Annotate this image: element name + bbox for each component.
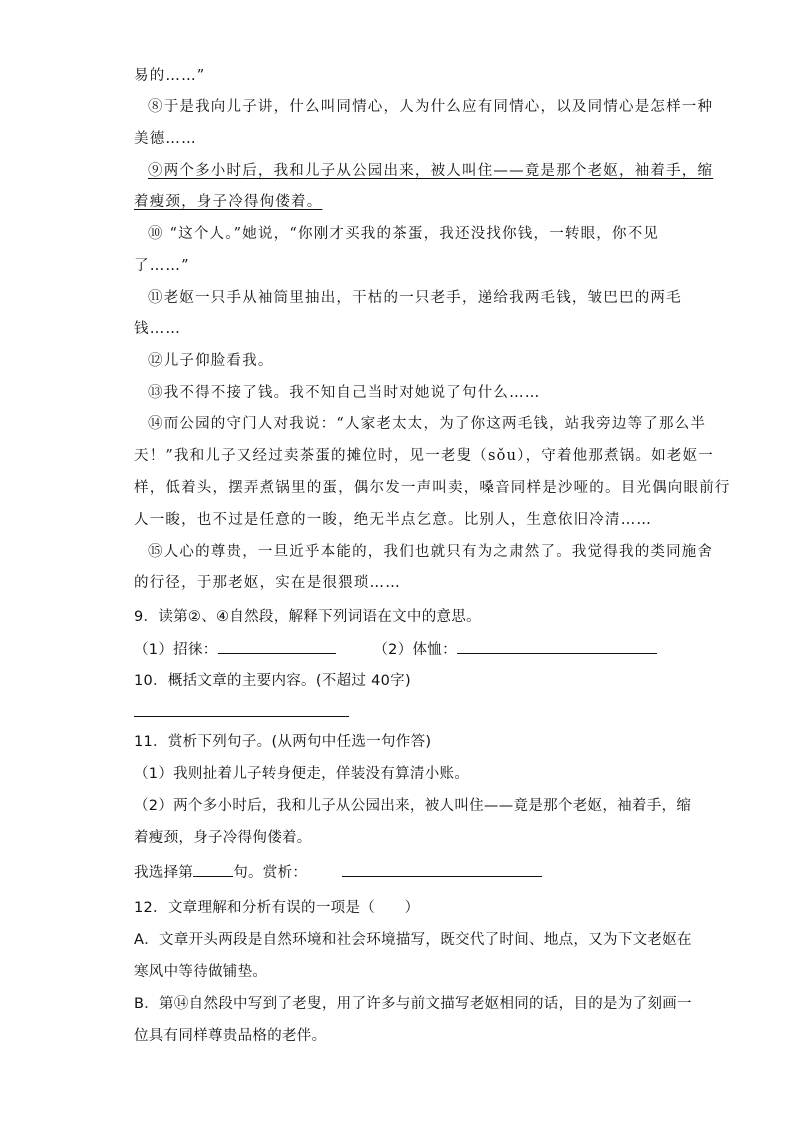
- paragraph-14-line-1: ⑭而公园的守门人对我说：“人家老太太，为了你这两毛钱，站我旁边等了那么半: [148, 416, 707, 432]
- question-11-option-2-line-2: 着瘦颈，身子冷得佝偻着。: [134, 830, 312, 846]
- question-12-option-a-line-2: 寒风中等待做铺垫。: [134, 964, 268, 980]
- question-12: 12．文章理解和分析有误的一项是（ ）: [134, 900, 420, 916]
- paragraph-8-line-1: ⑧于是我向儿子讲，什么叫同情心，人为什么应有同情心，以及同情心是怎样一种: [148, 99, 714, 115]
- question-9-item-2-label: （2）体恤：: [373, 642, 457, 658]
- choose-suffix: 句。赏析：: [233, 865, 308, 881]
- paragraph-14-line-3: 样，低着头，摆弄煮锅里的蛋，偶尔发一声叫卖，嗓音同样是沙哑的。目光偶向眼前行: [134, 480, 731, 496]
- question-12-option-b-line-1: B．第⑭自然段中写到了老叟，用了许多与前文描写老妪相同的话，目的是为了刻画一: [134, 996, 692, 1012]
- answer-blank-10[interactable]: [134, 716, 349, 717]
- question-9-item-1-label: （1）招徕：: [134, 642, 218, 658]
- question-11-option-1: （1）我则扯着儿子转身便走，佯装没有算清小账。: [134, 766, 470, 782]
- question-11-answer-row: [134, 862, 664, 883]
- question-12-option-a-line-1: A．文章开头两段是自然环境和社会环境描写，既交代了时间、地点，又为下文老妪在: [134, 932, 692, 948]
- question-9: 9．读第②、④自然段，解释下列词语在文中的意思。: [134, 609, 481, 625]
- question-9-items: [134, 639, 654, 660]
- paragraph-15-line-1: ⑮人心的尊贵，一旦近乎本能的，我们也就只有为之肃然了。我觉得我的类同施舍: [148, 544, 714, 560]
- paragraph-9-line-2: 着瘦颈，身子冷得佝偻着。: [134, 194, 323, 210]
- answer-blank-11-choice[interactable]: [193, 862, 233, 877]
- paragraph-9-line-1: ⑨两个多小时后，我和儿子从公园出来，被人叫住——竟是那个老妪，袖着手，缩: [148, 163, 714, 179]
- paragraph-8-line-2: 美德……: [134, 131, 197, 147]
- paragraph-10-line-2: 了……”: [134, 258, 190, 274]
- paragraph-11-line-2: 钱……: [134, 321, 182, 337]
- question-10: 10．概括文章的主要内容。(不超过 40字): [134, 673, 411, 689]
- paragraph-13: ⑬我不得不接了钱。我不知自己当时对她说了句什么……: [148, 385, 541, 401]
- paragraph-10-line-1: ⑩ “这个人。”她说，“你刚才买我的茶蛋，我还没找你钱，一转眼，你不见: [148, 226, 660, 242]
- question-11-option-2-line-1: （2）两个多小时后，我和儿子从公园出来，被人叫住——竟是那个老妪，袖着手，缩: [134, 798, 692, 814]
- paragraph-15-line-2: 的行径，于那老妪，实在是很猥琐……: [134, 575, 401, 591]
- question-12-option-b-line-2: 位具有同样尊贵品格的老伴。: [134, 1028, 327, 1044]
- question-11: 11．赏析下列句子。(从两句中任选一句作答): [134, 734, 432, 750]
- answer-blank-11-analysis[interactable]: [342, 862, 542, 877]
- answer-blank-9-2[interactable]: [457, 639, 657, 654]
- choose-prefix: 我选择第: [134, 865, 194, 881]
- paragraph-12: ⑫儿子仰脸看我。: [148, 353, 274, 369]
- answer-blank-9-1[interactable]: [218, 639, 336, 654]
- paragraph-11-line-1: ⑪老妪一只手从袖筒里抽出，干枯的一只老手，递给我两毛钱，皱巴巴的两毛: [148, 290, 682, 306]
- passage-line: 易的……”: [134, 68, 206, 84]
- paragraph-14-line-2: 天！”我和儿子又经过卖茶蛋的摊位时，见一老叟（sǒu），守着他那煮锅。如老妪一: [134, 448, 714, 464]
- paragraph-14-line-4: 人一睃，也不过是任意的一睃，绝无半点乞意。比别人，生意依旧冷清……: [134, 512, 653, 528]
